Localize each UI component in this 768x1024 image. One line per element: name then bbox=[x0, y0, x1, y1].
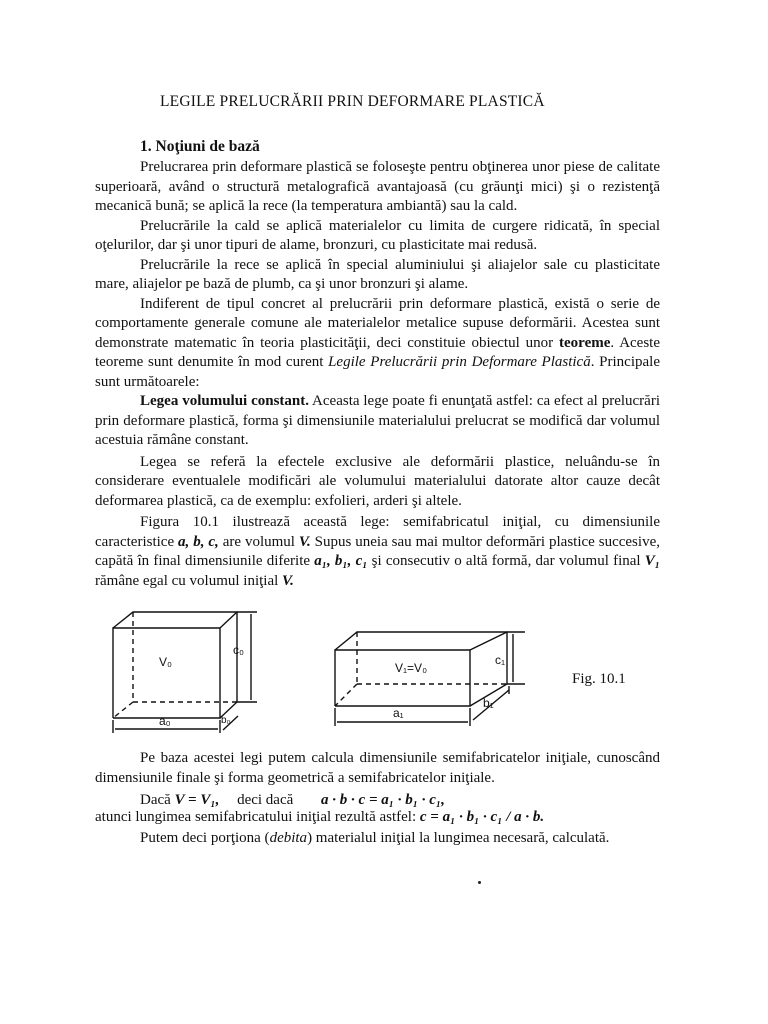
label-c0: c₀ bbox=[233, 643, 244, 657]
paragraph-cold-working: Prelucrările la rece se aplică în special aluminiului şi aliajelor sale cu plasticitate mare, aliajelor pe bază de plumb, ca şi unor bronzuri şi alame. bbox=[95, 256, 660, 292]
label-a0: a₀ bbox=[159, 714, 171, 728]
paragraph-law-scope: Legea se referă la efectele exclusive ale deformării plastice, neluându-se în considerare eventualele modificări ale volumului materialului datorate altor cauze decât deformarea plastică, ca de exemplu: exfolieri, arderi şi altele. bbox=[95, 453, 660, 509]
body-text-final bbox=[95, 829, 660, 849]
page-title: LEGILE PRELUCRĂRII PRIN DEFORMARE PLASTICĂ bbox=[160, 93, 545, 110]
label-v1-v0: V₁=V₀ bbox=[395, 661, 428, 675]
label-c1: c₁ bbox=[495, 653, 506, 667]
paragraph-laws-intro: Indiferent de tipul concret al prelucrării prin deformare plastică, există o serie de comportamente generale comune ale materialelor metalice supuse deformării. Acestea sunt demonstrate matematic în teoria plasticităţii, deci constituie obiectul unor teoreme. Aceste teoreme sunt denumite în mod curent Legile Prelucrării prin Deformare Plastică. Principale sunt următoarele: bbox=[95, 295, 661, 390]
paragraph-intro: Prelucrarea prin deformare plastică se foloseşte pentru obţinerea unor piese de calitate superioară, având o structură metalografică avantajoasă (cu grăunţi mici) şi o rezistenţă mecanică bună; se aplică la rece (la temperatura ambiantă) sau la cald. bbox=[95, 159, 660, 214]
initial-block-drawing bbox=[113, 612, 257, 733]
figure-caption: Fig. 10.1 bbox=[572, 671, 626, 687]
paragraph-hot-working: Prelucrările la cald se aplică materialelor cu limita de curgere ridicată, în special oţelurilor, dar şi unor tipuri de alame, bronzuri, cu plasticitate mai redusă. bbox=[95, 217, 660, 253]
paragraph-calculation: Pe baza acestei legi putem calcula dimensiunile semifabricatelor iniţiale, cunoscând dimensiunile finale şi forma geometrică a semifabricatelor iniţiale. bbox=[95, 750, 660, 786]
label-b1: b₁ bbox=[483, 696, 494, 710]
paragraph-figure-description: Figura 10.1 ilustrează această lege: semifabricatul iniţial, cu dimensiunile caracteristice a, b, c, are volumul V. Supus uneia sau mai multor deformări plastice succesive, capătă în final dimensiunile diferite a₁, b₁, c₁ şi consecutiv o altă formă, dar volumul final V₁ rămâne egal cu volumul iniţial V. bbox=[95, 514, 660, 589]
scan-speck bbox=[478, 881, 481, 884]
body-text-bottom bbox=[95, 749, 660, 788]
section-heading: 1. Noţiuni de bază bbox=[140, 138, 260, 155]
figure-10-1 bbox=[95, 598, 675, 738]
equation-line-2: atunci lungimea semifabricatului iniţial rezultă astfel: c = a₁ · b₁ · c₁ / a · b. bbox=[95, 809, 545, 825]
label-a1: a₁ bbox=[393, 706, 404, 720]
paragraph-constant-volume-law: Legea volumului constant. Aceasta lege poate fi enunţată astfel: ca efect al prelucrări prin deformare plastică, forma şi dimensiunile materialului prelucrat se modifică dar volumul acestuia rămâne constant. bbox=[95, 393, 660, 448]
label-v0: V₀ bbox=[159, 655, 172, 669]
equation-line-1: Dacă V = V₁, deci dacă a · b · c = a₁ · b₁ · c₁, bbox=[140, 792, 445, 808]
paragraph-cutting: Putem deci porţiona (debita) materialul iniţial la lungimea necesară, calculată. bbox=[140, 830, 610, 846]
label-b0: b₀ bbox=[221, 715, 231, 726]
final-block-drawing bbox=[335, 632, 525, 726]
body-text-top bbox=[95, 158, 660, 591]
